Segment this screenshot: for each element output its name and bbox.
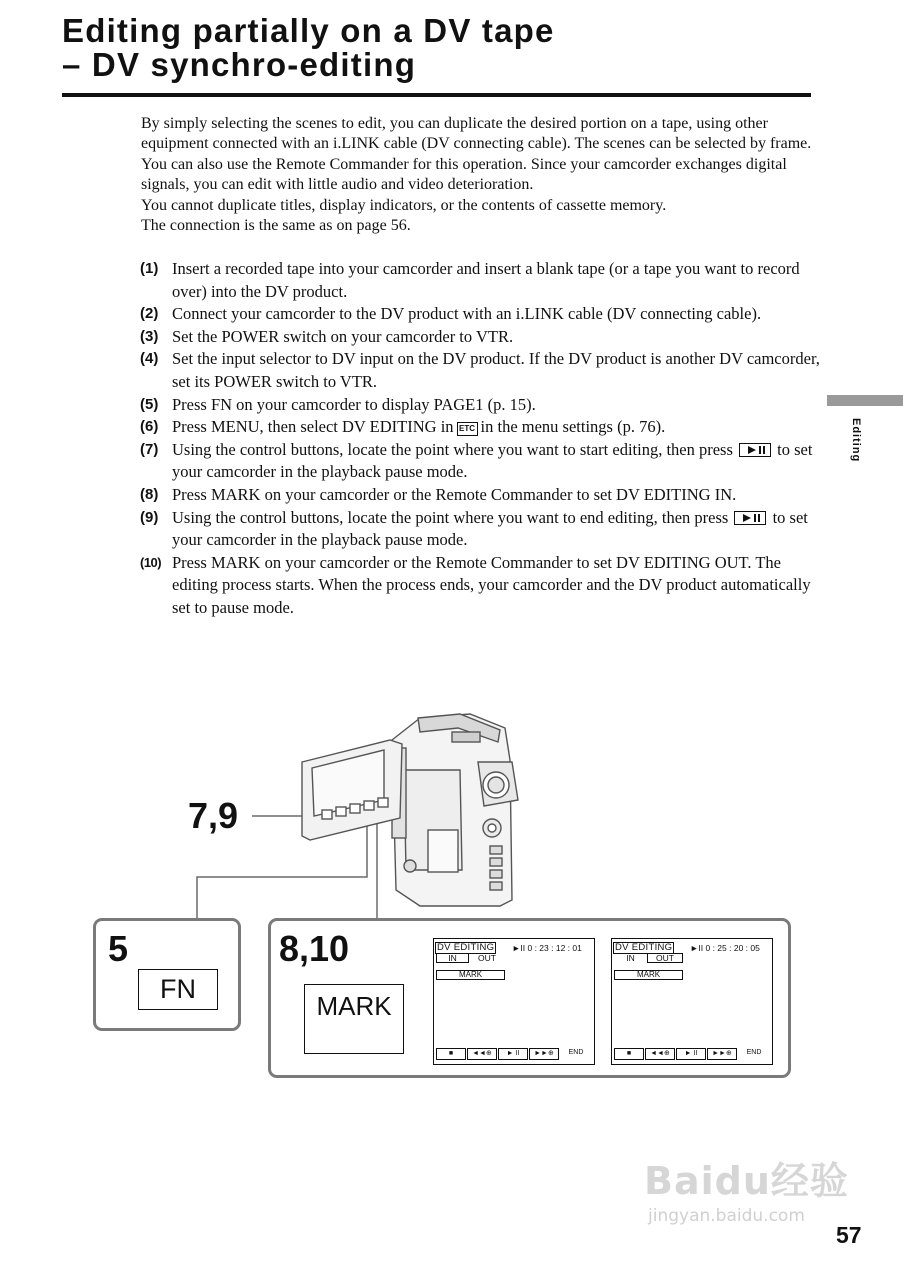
step-number: (8) <box>140 485 159 503</box>
in-out-indicator <box>614 953 683 963</box>
etc-menu-icon: ETC <box>457 422 478 436</box>
step-text: Press FN on your camcorder to display PAGE1 (p. 15). <box>172 394 536 414</box>
end-label: END <box>568 1049 584 1056</box>
step-number: (6) <box>140 418 159 436</box>
step-text: Set the input selector to DV input on the DV product. If the DV product is another DV camcorder, set its POWER switch to VTR. <box>172 349 820 391</box>
play-pause-icon[interactable]: ► II <box>498 1048 528 1060</box>
step-text: to set your camcorder in the playback pause mode. <box>172 507 808 550</box>
step-number: (2) <box>140 305 159 323</box>
title-line-1: Editing partially on a DV tape <box>62 12 555 49</box>
step-number: (7) <box>140 440 159 458</box>
callout-label-5: 5 <box>108 928 129 969</box>
intro-paragraph: By simply selecting the scenes to edit, you can duplicate the desired portion on a tape, using other equipment connected with an i.LINK cable (DV connecting cable). The scenes can be selected by frame. You can also use the Remote Commander for this operation. Since your camcorder exchanges digital signals, you can edit with little audio and video deterioration. <box>141 115 812 194</box>
stop-icon[interactable]: ■ <box>436 1048 466 1060</box>
step-text: in the menu settings (p. 76). <box>480 417 666 437</box>
step-number: (5) <box>140 395 159 413</box>
in-out-indicator <box>436 953 505 963</box>
fast-forward-icon[interactable]: ►►⊕ <box>707 1048 737 1060</box>
end-button[interactable] <box>738 1048 768 1060</box>
rewind-icon[interactable]: ◄◄⊕ <box>467 1048 497 1060</box>
screen-mark-button[interactable]: MARK <box>436 970 505 980</box>
dv-editing-mode-label: DV EDITING <box>615 942 673 953</box>
watermark-url: jingyan.baidu.com <box>648 1206 805 1226</box>
timecode-display: ►II 0 : 25 : 20 : 05 <box>690 943 760 953</box>
watermark: Baidu经验 <box>644 1159 849 1203</box>
in-indicator: IN <box>436 953 469 963</box>
lcd-screen-editing-out <box>611 938 773 1065</box>
mark-button[interactable]: MARK <box>304 984 404 1054</box>
rewind-icon[interactable]: ◄◄⊕ <box>645 1048 675 1060</box>
screen-mark-button[interactable]: MARK <box>614 970 683 980</box>
control-buttons <box>436 1048 590 1060</box>
step-text: Press MARK on your camcorder or the Remote Commander to set DV EDITING IN. <box>172 484 737 504</box>
step-text: Set the POWER switch on your camcorder to VTR. <box>172 326 514 346</box>
out-indicator: OUT <box>647 953 683 963</box>
in-indicator: IN <box>626 953 635 963</box>
step-text: Insert a recorded tape into your camcorder and insert a blank tape (or a tape you want to record over) into the DV product. <box>172 259 800 301</box>
step-number: (4) <box>140 350 159 368</box>
step-number: (9) <box>140 508 159 526</box>
step-text: Press MARK on your camcorder or the Remote Commander to set DV EDITING OUT. The editing process starts. When the process ends, your camcorder and the DV product automatically set to pause mode. <box>172 552 811 617</box>
timecode-display: ►II 0 : 23 : 12 : 01 <box>512 943 582 953</box>
side-tab-label: Editing <box>850 418 862 463</box>
play-pause-icon[interactable]: ► II <box>676 1048 706 1060</box>
step-number: (3) <box>140 327 159 345</box>
step-text: Using the control buttons, locate the point where you want to start editing, then press <box>172 439 733 459</box>
intro-paragraph: The connection is the same as on page 56. <box>141 217 411 235</box>
intro-paragraph: You cannot duplicate titles, display indicators, or the contents of cassette memory. <box>141 196 667 214</box>
step-text: Using the control buttons, locate the point where you want to end editing, then press <box>172 507 729 527</box>
callout-label-7-9: 7,9 <box>188 795 239 836</box>
step-text: to set your camcorder in the playback pause mode. <box>172 439 813 482</box>
fast-forward-icon[interactable]: ►►⊕ <box>529 1048 559 1060</box>
control-buttons <box>614 1048 768 1060</box>
stop-icon[interactable]: ■ <box>614 1048 644 1060</box>
page-number: 57 <box>836 1222 862 1248</box>
title-line-2: – DV synchro-editing <box>62 46 417 83</box>
dv-editing-mode-label: DV EDITING <box>437 942 495 953</box>
end-button[interactable] <box>560 1048 590 1060</box>
out-indicator: OUT <box>478 953 496 963</box>
lcd-screen-editing-in <box>433 938 595 1065</box>
step-number: (10) <box>140 554 162 570</box>
callout-label-8-10: 8,10 <box>279 928 350 969</box>
step-text: Press MENU, then select DV EDITING in <box>172 417 454 437</box>
step-number: (1) <box>140 260 159 277</box>
fn-button[interactable]: FN <box>138 969 218 1010</box>
end-label: END <box>746 1049 762 1056</box>
step-text: Connect your camcorder to the DV product with an i.LINK cable (DV connecting cable). <box>172 304 762 324</box>
